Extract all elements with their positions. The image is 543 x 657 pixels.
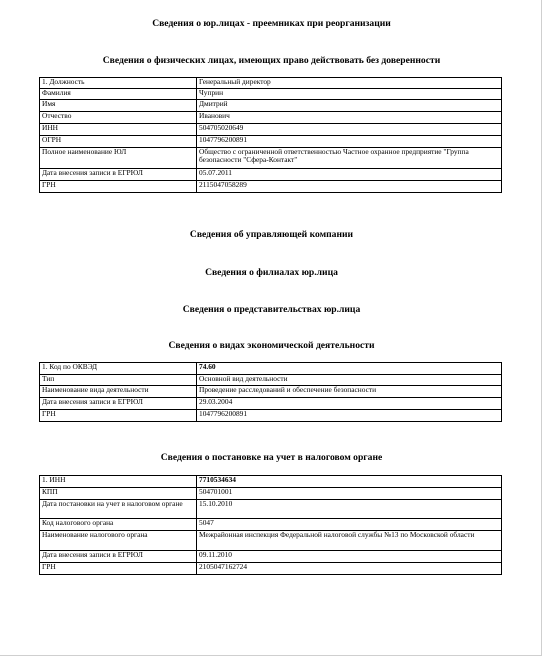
field-label: Дата внесения записи в ЕГРЮЛ xyxy=(40,398,197,410)
field-label: ГРН xyxy=(40,563,197,575)
heading-activities: Сведения о видах экономической деятельности xyxy=(168,340,375,351)
heading-successors: Сведения о юр.лицах - преемниках при реорганизации xyxy=(152,18,391,29)
field-value: 05.07.2011 xyxy=(197,169,502,181)
field-value: 504705020649 xyxy=(197,124,502,136)
table-row xyxy=(40,563,502,575)
heading-tax: Сведения о постановке на учет в налоговом органе xyxy=(160,452,383,463)
field-label: Тип xyxy=(40,375,197,386)
field-label: ГРН xyxy=(40,410,197,422)
field-label: Наименование вида деятельности xyxy=(40,386,197,398)
field-label: ОГРН xyxy=(40,136,197,148)
field-label: Дата внесения записи в ЕГРЮЛ xyxy=(40,169,197,181)
field-value: Основной вид деятельности xyxy=(197,375,502,386)
table-row xyxy=(40,500,502,519)
field-value: Проведение расследований и обеспечение безопасности xyxy=(197,386,502,398)
field-value: 15.10.2010 xyxy=(197,500,502,519)
field-value: 2115047058289 xyxy=(197,181,502,193)
field-label: Фамилия xyxy=(40,89,197,100)
heading-representations: Сведения о представительствах юр.лица xyxy=(182,304,361,315)
heading-managing-company: Сведения об управляющей компании xyxy=(189,229,354,240)
field-label: Отчество xyxy=(40,112,197,124)
table-row xyxy=(40,169,502,181)
table-row xyxy=(40,100,502,112)
tax-table xyxy=(39,475,502,575)
activities-table xyxy=(39,362,502,422)
table-row xyxy=(40,78,502,89)
field-label: Полное наименование ЮЛ xyxy=(40,148,197,169)
table-row xyxy=(40,551,502,563)
field-value: Общество с ограниченной ответственностью Частное охранное предприятие "Группа безопасности "Сфера-Контакт" xyxy=(197,148,502,169)
table-row xyxy=(40,136,502,148)
field-label: ГРН xyxy=(40,181,197,193)
field-value: 74.60 xyxy=(197,363,502,375)
table-row xyxy=(40,89,502,100)
field-value: 2105047162724 xyxy=(197,563,502,575)
field-value: Чуприн xyxy=(197,89,502,100)
table-row xyxy=(40,488,502,500)
field-value: 1047796200891 xyxy=(197,410,502,422)
table-row xyxy=(40,398,502,410)
table-row xyxy=(40,181,502,193)
heading-persons: Сведения о физических лицах, имеющих право действовать без доверенности xyxy=(102,55,441,66)
table-row xyxy=(40,112,502,124)
field-label: КПП xyxy=(40,488,197,500)
field-label: Наименование налогового органа xyxy=(40,531,197,551)
table-row xyxy=(40,363,502,375)
persons-table xyxy=(39,77,502,193)
field-label: ИНН xyxy=(40,124,197,136)
field-value: 7710534634 xyxy=(197,476,502,488)
field-value: 504701001 xyxy=(197,488,502,500)
table-row xyxy=(40,124,502,136)
heading-branches: Сведения о филиалах юр.лица xyxy=(205,267,338,278)
table-row xyxy=(40,386,502,398)
table-row xyxy=(40,410,502,422)
field-value: 29.03.2004 xyxy=(197,398,502,410)
table-row xyxy=(40,519,502,531)
field-label: Дата постановки на учет в налоговом органе xyxy=(40,500,197,519)
field-value: 5047 xyxy=(197,519,502,531)
table-row xyxy=(40,531,502,551)
field-label: Код налогового органа xyxy=(40,519,197,531)
field-value: 09.11.2010 xyxy=(197,551,502,563)
field-label: 1. Должность xyxy=(40,78,197,89)
field-label: Имя xyxy=(40,100,197,112)
table-row xyxy=(40,148,502,169)
field-value: Иванович xyxy=(197,112,502,124)
field-value: Дмитрий xyxy=(197,100,502,112)
table-row xyxy=(40,375,502,386)
field-label: Дата внесения записи в ЕГРЮЛ xyxy=(40,551,197,563)
field-value: Межрайонная инспекция Федеральной налоговой службы №13 по Московской области xyxy=(197,531,502,551)
field-value: 1047796200891 xyxy=(197,136,502,148)
table-row xyxy=(40,476,502,488)
field-label: 1. ИНН xyxy=(40,476,197,488)
field-value: Генеральный директор xyxy=(197,78,502,89)
field-label: 1. Код по ОКВЭД xyxy=(40,363,197,375)
